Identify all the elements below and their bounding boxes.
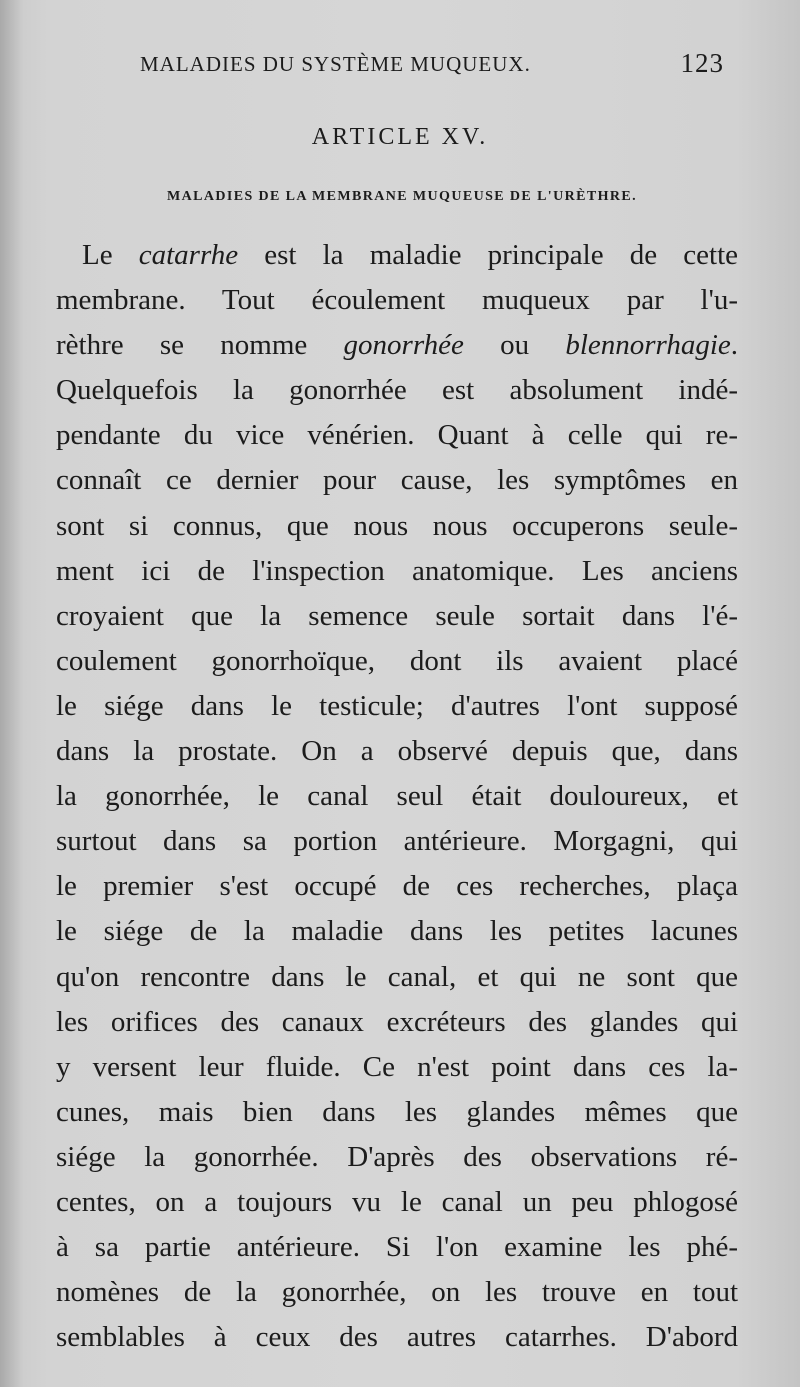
text-line: [56, 278, 738, 323]
body-text: [56, 233, 738, 1360]
text-line: [56, 1000, 738, 1045]
text-line: [56, 1180, 738, 1225]
text-segment: la gonorrhée, le canal seul était douloureux, et: [56, 780, 738, 813]
text-segment: connaît ce dernier pour cause, les symptômes en: [56, 464, 738, 497]
text-segment: Le: [82, 239, 139, 271]
text-line: [56, 233, 738, 278]
text-segment: nomènes de la gonorrhée, on les trouve en tout: [56, 1276, 738, 1309]
italic-term: blennorrhagie: [565, 329, 731, 362]
running-head: [140, 48, 740, 84]
text-segment: rèthre se nomme: [56, 329, 344, 362]
text-line: [56, 504, 738, 549]
text-segment: qu'on rencontre dans le canal, et qui ne sont que: [56, 960, 738, 993]
text-segment: Quelquefois la gonorrhée est absolument indé-: [56, 374, 738, 407]
text-line: [56, 594, 738, 639]
text-segment: siége la gonorrhée. D'après des observations ré-: [56, 1140, 738, 1173]
text-line: [56, 1135, 738, 1180]
text-line: [56, 1090, 738, 1135]
text-segment: ou: [463, 329, 566, 362]
text-line: [56, 1225, 738, 1270]
text-line: [56, 458, 738, 503]
running-title: MALADIES DU SYSTÈME MUQUEUX.: [140, 52, 531, 76]
text-line: [56, 549, 738, 594]
text-line: [56, 909, 738, 954]
text-line: [56, 368, 738, 413]
text-segment: surtout dans sa portion antérieure. Morgagni, qui: [56, 825, 738, 858]
italic-term: catarrhe: [138, 239, 239, 271]
text-segment: le siége de la maladie dans les petites lacunes: [56, 915, 738, 948]
text-segment: cunes, mais bien dans les glandes mêmes que: [56, 1095, 738, 1128]
text-line: [56, 729, 738, 774]
article-heading: ARTICLE XV.: [311, 124, 489, 150]
text-line: [56, 684, 738, 729]
text-segment: dans la prostate. On a observé depuis que, dans: [56, 735, 738, 768]
text-segment: semblables à ceux des autres catarrhes. D'abord: [56, 1321, 738, 1354]
text-line: [56, 1315, 738, 1360]
text-segment: le premier s'est occupé de ces recherches, plaça: [56, 870, 738, 903]
text-segment: .: [730, 329, 738, 362]
text-segment: est la maladie principale de cette: [238, 239, 738, 271]
text-line: [56, 413, 738, 458]
text-line: [56, 639, 738, 684]
text-segment: le siége dans le testicule; d'autres l'ont supposé: [56, 689, 738, 722]
text-line: [56, 1045, 738, 1090]
text-line: [56, 955, 738, 1000]
text-line: [56, 323, 738, 368]
text-segment: coulement gonorrhoïque, dont ils avaient placé: [56, 644, 738, 677]
text-segment: les orifices des canaux excréteurs des glandes qui: [56, 1005, 738, 1038]
article-subtitle: MALADIES DE LA MEMBRANE MUQUEUSE DE L'URÈTHRE.: [166, 189, 638, 204]
text-line: [56, 864, 738, 909]
text-segment: membrane. Tout écoulement muqueux par l'u-: [56, 284, 738, 317]
text-segment: croyaient que la semence seule sortait dans l'é-: [56, 599, 738, 632]
text-segment: centes, on a toujours vu le canal un peu phlogosé: [56, 1185, 738, 1218]
text-line: [56, 819, 738, 864]
text-segment: sont si connus, que nous nous occuperons seule-: [56, 509, 738, 542]
text-line: [56, 774, 738, 819]
text-segment: à sa partie antérieure. Si l'on examine les phé-: [56, 1231, 738, 1264]
text-segment: ment ici de l'inspection anatomique. Les anciens: [56, 554, 738, 587]
text-segment: pendante du vice vénérien. Quant à celle qui re-: [56, 419, 738, 452]
text-line: [56, 1270, 738, 1315]
page-gutter-shadow: [0, 0, 24, 1387]
text-segment: y versent leur fluide. Ce n'est point dans ces la-: [56, 1050, 738, 1083]
page-number: 123: [680, 48, 724, 78]
italic-term: gonorrhée: [343, 329, 464, 362]
